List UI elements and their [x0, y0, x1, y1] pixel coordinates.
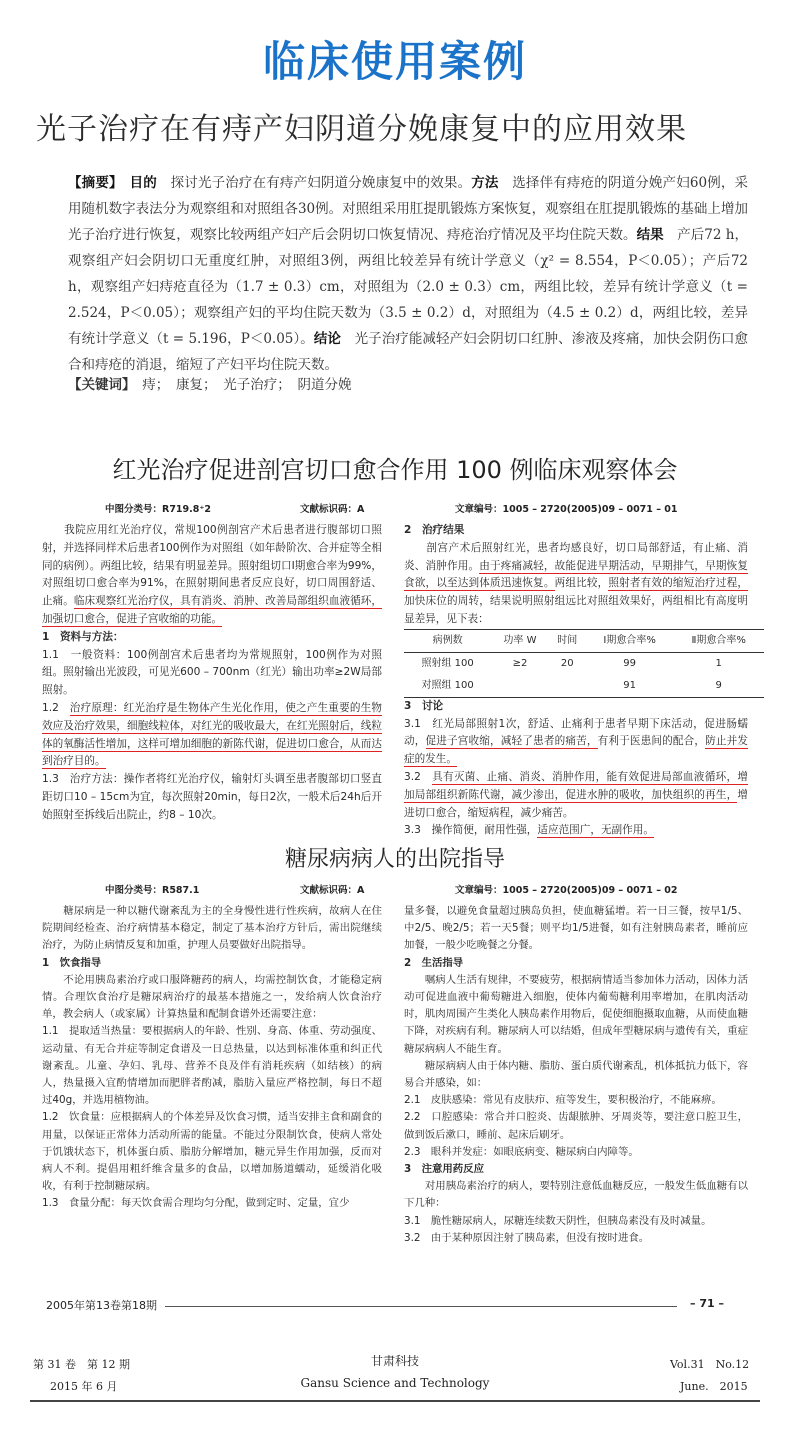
result-label: 结果 — [636, 227, 664, 243]
issue-footer: 2005年第13卷第18期 — [46, 1299, 157, 1312]
table-header-cell: Ⅰ期愈合率% — [603, 634, 656, 646]
table-cell: 20 — [560, 657, 574, 669]
section-2-heading: 2 治疗结果 — [404, 524, 465, 536]
table-cell: 对照组 100 — [421, 679, 474, 691]
article3-doc-code: 文献标识码：A — [300, 885, 365, 896]
journal-volume-en: Vol.31 No.12 — [670, 1358, 750, 1371]
section-2-text-b: 两组比较， — [554, 577, 609, 590]
section-3-3-underlined: 适应范围广，无副作用。 — [537, 824, 654, 837]
section-3-1-text: 3.1 红光局部照射1次，舒适、止痛利于患者早期下床活动，促进肠蠕动， — [404, 717, 748, 748]
paragraph: 1.1 提取适当热量：要根据病人的年龄、性别、身高、体重、劳动强度、运动量、有无合并症等制定食谱及一日总热量，以达到标准体重和纠正代谢紊乱。儿童、孕妇、乳母、营养不良及伴有消耗疾病（如结核）的病人，热量摄入宜酌情增加而肥胖者酌减，脂肪入量应严格控制，每日不超过40g，并选用植物油。 — [42, 1025, 382, 1107]
abstract-label: 【摘要】 — [68, 175, 116, 191]
paragraph: 糖尿病是一种以糖代谢紊乱为主的全身慢性进行性疾病，故病人在住院期间经检查、治疗病情基本稳定，制定了基本治疗方针后，需出院继续治疗，为防止病情反复和加重，护理人员要做好出院指导。 — [42, 905, 382, 952]
conclusion-label: 结论 — [313, 331, 341, 347]
paragraph: 1.2 饮食量：应根据病人的个体差异及饮食习惯，适当安排主食和副食的用量，以保证正常体力活动所需的能量。不能过分限制饮食，使病人常处于饥饿状态下，机体蛋白质、脂肪分解增加，糖元异生作用加强，反而对病人不利。提倡用粗纤维含量多的食品，以增加肠道蠕动，延缓消化吸收，有利于控制糖尿病。 — [42, 1111, 382, 1193]
paragraph: 嘱病人生活有规律，不要疲劳，根据病情适当参加体力活动，因体力活动可促进血液中葡萄糖进入细胞，使体内葡萄糖利用率增加，在肌肉活动时，肌肉周围产生类化人胰岛素作用物后，促使细胞摄取血糖，从而使血糖下降，对疾病有利。糖尿病人可以结婚，但成年型糖尿病与遗传有关，重症糖尿病病人不能生育。 — [404, 973, 748, 1055]
article3-article-no: 文章编号：1005 – 2720(2005)09 – 0071 – 02 — [455, 885, 678, 896]
section-2-underlined-b: 照射者有效的缩短治疗过程， — [608, 577, 749, 590]
table-header-row — [404, 629, 764, 652]
table-cell — [491, 675, 548, 698]
purpose-label: 目的 — [129, 175, 157, 191]
section-heading: 1 饮食指导 — [42, 956, 102, 969]
section-1-heading: 1 资料与方法： — [42, 630, 124, 643]
table-header-cell: Ⅱ期愈合率% — [691, 634, 746, 646]
purpose-text: 探讨光子治疗在有痔产妇阴道分娩康复中的效果。 — [170, 175, 472, 191]
table-header-cell: 功率 W — [503, 634, 537, 646]
article3-class-no: 中图分类号：R587.1 — [105, 885, 200, 896]
article2-class-no: 中图分类号：R719.8⁺2 — [105, 504, 211, 515]
results-table — [404, 629, 764, 698]
section-3-heading: 3 讨论 — [404, 699, 444, 712]
paragraph: 2.1 皮肤感染：常见有皮肤疖、疽等发生，要积极治疗，不能麻痹。 — [404, 1094, 722, 1107]
table-row — [404, 675, 764, 698]
keywords-label: 【关键词】 — [68, 377, 129, 393]
article1-abstract — [68, 170, 748, 378]
section-3-1-underlined-b: 防止并发症的发生。 — [404, 735, 749, 766]
journal-footer-rule — [30, 1400, 760, 1402]
article2-right-column — [404, 522, 748, 840]
article1-title: 光子治疗在有痔产妇阴道分娩康复中的应用效果 — [36, 112, 687, 147]
table-cell: 1 — [715, 657, 722, 669]
paragraph: 糖尿病病人由于体内糖、脂肪、蛋白质代谢紊乱，机体抵抗力低下，容易合并感染，如： — [404, 1059, 748, 1090]
section-1-1: 1.1 一般资料：100例剖宫术后患者均为常规照射，100例作为对照组。照射输出光波段，可见光600 – 700nm（红光）输出功率≥2W局部照射。 — [42, 648, 382, 697]
table-header-cell: 病例数 — [432, 634, 463, 646]
section-3-1-text-b: 有利于医患间的配合， — [597, 735, 706, 748]
journal-date-cn: 2015 年 6 月 — [50, 1380, 118, 1393]
method-label: 方法 — [471, 175, 499, 191]
paragraph: 3.1 脆性糖尿病人，尿糖连续数天阴性，但胰岛素没有及时减量。 — [404, 1214, 712, 1227]
journal-volume-cn: 第 31 卷 第 12 期 — [33, 1358, 130, 1371]
table-cell: 9 — [715, 679, 722, 691]
intro-underlined: 临床观察红光治疗仪，具有消炎、消肿、改善局部组织血液循环，加强切口愈合，促进子宫收缩的功能。 — [42, 595, 383, 625]
table-row — [404, 652, 764, 675]
section-2-text: 剖宫产术后照射红光，患者均感良好，切口局部舒适，有止痛、消炎、消肿作用。 — [404, 541, 749, 572]
article2-article-no: 文章编号：1005 – 2720(2005)09 – 0071 – 01 — [455, 504, 678, 515]
article2-left-column — [42, 522, 382, 825]
section-3-1-underlined: 促进子宫收缩，减轻了患者的痛苦， — [425, 735, 598, 748]
section-heading: 3 注意用药反应 — [404, 1163, 484, 1176]
paragraph: 不论用胰岛素治疗或口服降糖药的病人，均需控制饮食，才能稳定病情。合理饮食治疗是糖尿病治疗的最基本措施之一，发给病人饮食治疗单，教会病人（或家属）计算热量和配制食谱外还需要注意： — [42, 973, 382, 1021]
paragraph: 3.2 由于某种原因注射了胰岛素，但没有按时进食。 — [404, 1231, 650, 1244]
journal-date-en: June. 2015 — [680, 1380, 748, 1393]
method-text: 选择伴有痔疮的阴道分娩产妇60例，采用随机数字表法分为观察组和对照组各30例。对照组采用肛提肌锻炼方案恢复，观察组在肛提肌锻炼的基础上增加光子治疗进行恢复，观察比较两组产妇产后会阴切口恢复情况、痔疮治疗情况及平均住院天数。 — [68, 175, 749, 243]
table-cell: ≥2 — [512, 657, 528, 669]
page-number: – 71 – — [690, 1297, 724, 1310]
table-cell — [549, 675, 586, 698]
paragraph: 1.3 食量分配：每天饮食需合理均匀分配，做到定时、定量，宜少 — [42, 1197, 350, 1210]
section-1-2-label: 1.2 — [42, 701, 70, 714]
section-3-2-label: 3.2 — [404, 770, 433, 783]
section-3-2-underlined: 具有灭菌、止痛、消炎、消肿作用，能有效促进局部血液循环，增加局部组织新陈代谢，减少渗出，促进水肿的吸收，加快组织的再生， — [404, 770, 749, 801]
conclusion-text: 光子治疗能减轻产妇会阴切口红肿、渗液及疼痛，加快会阴伤口愈合和痔疮的消退，缩短了产妇平均住院天数。 — [68, 331, 749, 373]
article3-title: 糖尿病病人的出院指导 — [284, 847, 505, 872]
section-2-underlined: 由于疼痛减轻，故能促进早期活动，早期排气，早期恢复食欲，以至达到体质迅速恢复。 — [404, 559, 749, 590]
result-text: 产后72 h，观察组产妇会阴切口无重度红肿，对照组3例，两组比较差异有统计学意义（χ² = 8.554，P＜0.05）；产后72 h，观察组产妇痔疮直径为（1.7 ± 0.3）cm，对照组为（2.0 ± 0.3）cm，两组比较，差异有统计学意义（t = 2.524，P＜0.05）；观察组产妇的平均住院天数为（3.5 ± 0.2）d，对照组为（4.5 ± 0.2）d，两组比较，差异有统计学意义（t = 5.196，P＜0.05）。 — [68, 227, 749, 347]
paragraph: 量多餐，以避免食量超过胰岛负担，使血糖猛增。若一日三餐，按早1/5、中2/5、晚2/5；若一天5餐；则平均1/5进餐，如有注射胰岛素者，睡前应加餐，一般少吃晚餐之分餐。 — [404, 905, 748, 952]
article2-title: 红光治疗促进剖宫切口愈合作用 100 例临床观察体会 — [112, 456, 678, 484]
keywords-text: 痔； 康复； 光子治疗； 阴道分娩 — [142, 377, 352, 393]
section-1-3: 1.3 治疗方法：操作者将红光治疗仪，输射灯头调至患者腹部切口竖直距切口10 – 15cm为宜，每次照射20min，每日2次，一般术后24h后开始照射至拆线后出院止，约8 – 10次。 — [42, 773, 382, 821]
section-2-text-c: 加快床位的周转，结果说明照射组远比对照组效果好，两组相比有高度明显差异，见下表： — [404, 595, 748, 625]
article2-doc-code: 文献标识码：A — [300, 504, 365, 515]
section-heading: 2 生活指导 — [404, 956, 464, 969]
article3-right-column — [404, 903, 748, 1247]
table-cell: 99 — [623, 657, 636, 669]
table-cell: 91 — [623, 679, 636, 691]
section-1-2-underlined: 治疗原理：红光治疗是生物体产生光化作用，使之产生重要的生物效应及治疗效果，细胞线粒体，对红光的吸收最大，在红光照射后，线粒体的氧酶活性增加，这样可增加细胞的新陈代谢，促进切口愈合，从而达到治疗目的。 — [42, 701, 382, 768]
intro-text: 我院应用红光治疗仪，常规100例剖宫产术后患者进行腹部切口照射，并选择同样术后患者100例作为对照组（如年龄阶次、合并症等全相同的病例）。两组比较，结果有明显差异。照射组切口Ⅰ期愈合率为99%，对照组切口愈合率为91%，在照射期间患者反应良好，切口周围舒适、止痛。 — [42, 524, 383, 608]
table-header-cell: 时间 — [557, 634, 578, 646]
footer-rule — [165, 1306, 677, 1307]
paragraph: 2.3 眼科并发症：如眼底病变、糖尿病白内障等。 — [404, 1145, 639, 1158]
paragraph: 2.2 口腔感染：常合并口腔炎、齿龈脓肿、牙周炎等，要注意口腔卫生，做到饭后漱口，睡前、起床后刷牙。 — [404, 1111, 748, 1141]
section-3-2-text: 增进切口愈合，缩短病程，减少痛苦。 — [404, 788, 748, 819]
journal-name-en: Gansu Science and Technology — [300, 1376, 490, 1390]
paragraph: 对用胰岛素治疗的病人，要特别注意低血糖反应，一般发生低血糖有以下几种： — [404, 1180, 748, 1210]
article1-keywords — [68, 373, 748, 397]
journal-name-cn: 甘肃科技 — [370, 1354, 419, 1368]
article3-left-column — [42, 903, 382, 1213]
section-3-3-text: 3.3 操作简便，耐用性强， — [404, 824, 538, 837]
page-header-title: 临床使用案例 — [262, 37, 527, 86]
table-cell: 照射组 100 — [421, 657, 474, 669]
